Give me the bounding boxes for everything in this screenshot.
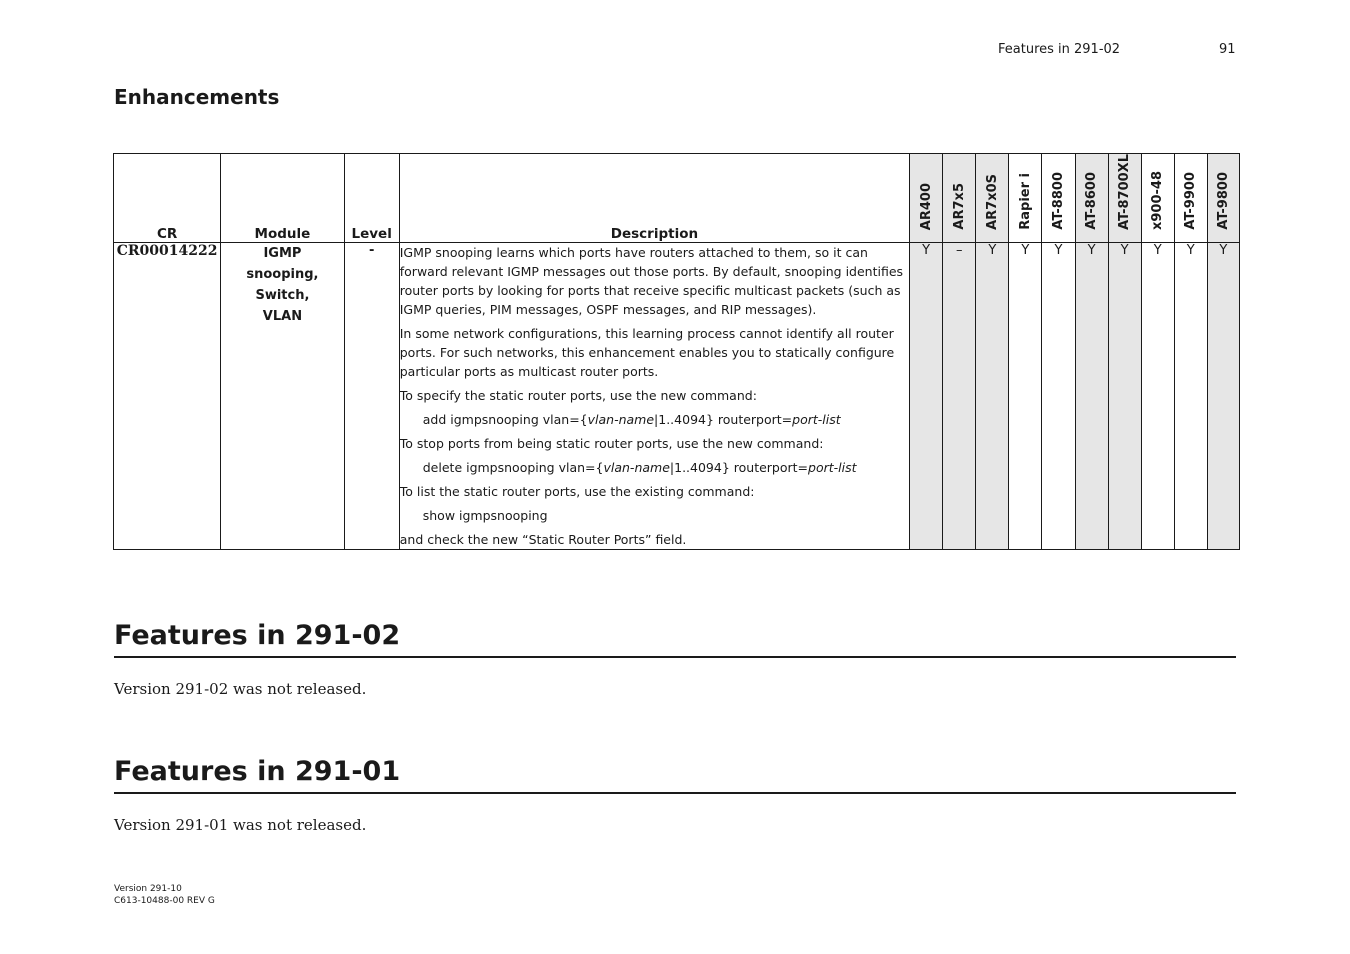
column-header-product xyxy=(1042,154,1075,243)
product-label: AT-9900 xyxy=(1183,172,1199,230)
column-header-level: Level xyxy=(344,154,399,243)
column-header-module: Module xyxy=(221,154,344,243)
support-cell: Y xyxy=(1009,243,1042,550)
column-header-product xyxy=(910,154,943,243)
command-show: show igmpsnooping xyxy=(422,508,548,523)
enhancements-heading: Enhancements xyxy=(114,85,280,109)
cr-number: CR00014222 xyxy=(114,243,221,550)
product-label: AR7x0S xyxy=(984,174,1000,230)
command-text: |1..4094} routerport= xyxy=(654,412,793,427)
section-title-291-02: Features in 291-02 xyxy=(114,620,1236,658)
command-delete xyxy=(400,458,909,477)
section-body-291-02: Version 291-02 was not released. xyxy=(114,680,367,698)
description-paragraph: To stop ports from being static router ports, use the new command: xyxy=(399,436,824,451)
section-title-291-01: Features in 291-01 xyxy=(114,756,1236,794)
support-cell: Y xyxy=(1075,243,1108,550)
footer-document-id: C613-10488-00 REV G xyxy=(114,896,215,906)
module-line: VLAN xyxy=(262,309,303,324)
column-header-product xyxy=(976,154,1009,243)
support-cell: Y xyxy=(1207,243,1239,550)
module-cell xyxy=(221,243,344,550)
column-header-product xyxy=(1174,154,1207,243)
product-label: AT-8600 xyxy=(1084,172,1100,230)
support-cell: Y xyxy=(910,243,943,550)
description-paragraph: and check the new “Static Router Ports” field. xyxy=(399,532,687,547)
support-cell: Y xyxy=(976,243,1009,550)
product-label: AT-9800 xyxy=(1215,172,1231,230)
product-label: AT-8700XL xyxy=(1117,154,1133,230)
description-paragraph: To list the static router ports, use the existing command: xyxy=(399,484,755,499)
level-cell: - xyxy=(344,243,399,550)
table-header-row xyxy=(114,154,1240,243)
description-paragraph: In some network configurations, this learning process cannot identify all router ports. For such networks, this enhancement enables you to statically configure particular ports as multicast router ports. xyxy=(399,326,895,379)
command-param: vlan-name xyxy=(603,460,670,475)
description-cell xyxy=(399,243,909,550)
enhancements-table xyxy=(113,153,1240,550)
command-param: port-list xyxy=(808,460,857,475)
module-line: IGMP xyxy=(263,246,302,261)
column-header-product xyxy=(943,154,976,243)
page-number: 91 xyxy=(1219,42,1236,57)
command-text: |1..4094} routerport= xyxy=(669,460,809,475)
command-add xyxy=(400,410,909,429)
running-header-section: Features in 291-02 xyxy=(998,42,1121,57)
product-label: AR7x5 xyxy=(951,183,967,230)
command-param: vlan-name xyxy=(587,412,655,427)
product-label: AT-8800 xyxy=(1050,172,1066,230)
command-text: add igmpsnooping vlan={ xyxy=(422,412,588,427)
column-header-product xyxy=(1009,154,1042,243)
product-label: x900-48 xyxy=(1150,170,1166,230)
product-label: Rapier i xyxy=(1017,173,1033,230)
section-body-291-01: Version 291-01 was not released. xyxy=(114,816,367,834)
column-header-product xyxy=(1075,154,1108,243)
description-paragraph: IGMP snooping learns which ports have routers attached to them, so it can forward relevant IGMP messages out those ports. By default, snooping identifies router ports by looking for ports that receive specific multicast packets (such as IGMP queries, PIM messages, OSPF messages, and RIP messages). xyxy=(399,245,904,317)
column-header-description: Description xyxy=(399,154,909,243)
column-header-cr: CR xyxy=(114,154,221,243)
column-header-product xyxy=(1108,154,1141,243)
command-text: delete igmpsnooping vlan={ xyxy=(422,460,604,475)
description-paragraph: To specify the static router ports, use the new command: xyxy=(399,388,757,403)
support-cell: Y xyxy=(1108,243,1141,550)
product-label: AR400 xyxy=(918,182,934,230)
column-header-product xyxy=(1141,154,1174,243)
module-line: snooping, xyxy=(246,267,319,282)
footer-version: Version 291-10 xyxy=(114,884,182,894)
support-cell: Y xyxy=(1042,243,1075,550)
column-header-product xyxy=(1207,154,1239,243)
module-line: Switch, xyxy=(255,288,310,303)
command-param: port-list xyxy=(792,412,841,427)
support-cell: – xyxy=(943,243,976,550)
support-cell: Y xyxy=(1141,243,1174,550)
table-row xyxy=(114,243,1240,550)
support-cell: Y xyxy=(1174,243,1207,550)
